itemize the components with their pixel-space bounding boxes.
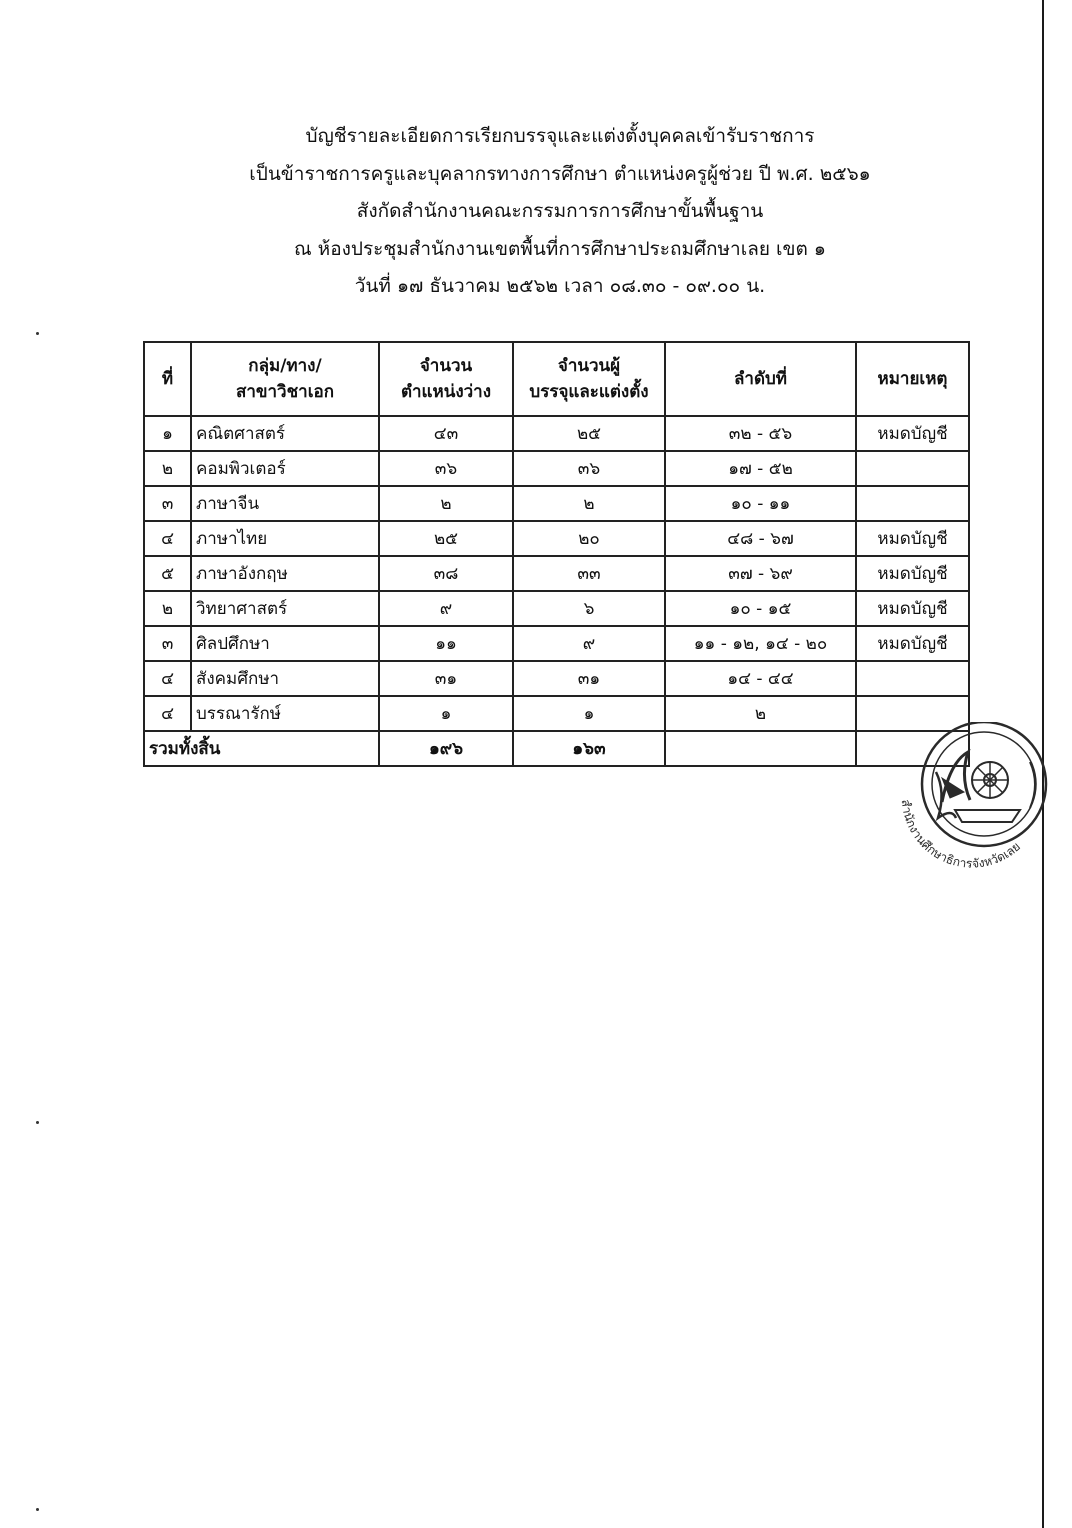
header-subject bbox=[191, 342, 379, 416]
row-ranks: ๑๔ - ๔๔ bbox=[665, 661, 856, 696]
row-appointed: ๒๕ bbox=[513, 416, 665, 451]
row-vacant: ๓๘ bbox=[379, 556, 513, 591]
header-appointed bbox=[513, 342, 665, 416]
header-no: ที่ bbox=[144, 342, 191, 416]
row-number: ๔ bbox=[144, 661, 191, 696]
scan-speck bbox=[36, 1121, 39, 1124]
row-vacant: ๒ bbox=[379, 486, 513, 521]
table-row bbox=[144, 591, 969, 626]
row-ranks: ๑๑ - ๑๒, ๑๔ - ๒๐ bbox=[665, 626, 856, 661]
row-subject: คณิตศาสตร์ bbox=[191, 416, 379, 451]
row-ranks: ๓๒ - ๕๖ bbox=[665, 416, 856, 451]
row-subject: ศิลปศึกษา bbox=[191, 626, 379, 661]
header-subject-line-2: สาขาวิชาเอก bbox=[235, 382, 335, 402]
row-subject: ภาษาไทย bbox=[191, 521, 379, 556]
row-subject: สังคมศึกษา bbox=[191, 661, 379, 696]
header-title-line-3: สังกัดสำนักงานคณะกรรมการการศึกษาขั้นพื้นฐาน bbox=[356, 200, 764, 222]
total-vacant: ๑๙๖ bbox=[379, 731, 513, 766]
header-title-line-1: บัญชีรายละเอียดการเรียกบรรจุและแต่งตั้งบุคคลเข้ารับราชการ bbox=[305, 125, 815, 147]
row-number: ๓ bbox=[144, 486, 191, 521]
appointment-table bbox=[143, 341, 970, 767]
header-title-line-2: เป็นข้าราชการครูและบุคลากรทางการศึกษา ตำแหน่งครูผู้ช่วย ปี พ.ศ. ๒๕๖๑ bbox=[249, 162, 871, 185]
row-appointed: ๓๑ bbox=[513, 661, 665, 696]
header-subject-line-1: กลุ่ม/ทาง/ bbox=[248, 356, 322, 376]
row-number: ๒ bbox=[144, 591, 191, 626]
header-date-line: วันที่ ๑๗ ธันวาคม ๒๕๖๒ เวลา ๐๘.๓๐ - ๐๙.๐๐ น. bbox=[354, 275, 766, 297]
row-subject: ภาษาอังกฤษ bbox=[191, 556, 379, 591]
table-total-row bbox=[144, 731, 969, 766]
row-appointed: ๒๐ bbox=[513, 521, 665, 556]
row-appointed: ๙ bbox=[513, 626, 665, 661]
row-note bbox=[856, 451, 969, 486]
row-ranks: ๑๗ - ๕๒ bbox=[665, 451, 856, 486]
row-number: ๒ bbox=[144, 451, 191, 486]
header-title-line-4: ณ ห้องประชุมสำนักงานเขตพื้นที่การศึกษาประถมศึกษาเลย เขต ๑ bbox=[294, 237, 826, 260]
row-vacant: ๙ bbox=[379, 591, 513, 626]
row-appointed: ๓๓ bbox=[513, 556, 665, 591]
row-ranks: ๓๗ - ๖๙ bbox=[665, 556, 856, 591]
table-row bbox=[144, 696, 969, 731]
table-row bbox=[144, 451, 969, 486]
header-vacant bbox=[379, 342, 513, 416]
row-vacant: ๒๕ bbox=[379, 521, 513, 556]
header-ranks: ลำดับที่ bbox=[665, 342, 856, 416]
row-number: ๕ bbox=[144, 556, 191, 591]
total-appointed: ๑๖๓ bbox=[513, 731, 665, 766]
table-row bbox=[144, 556, 969, 591]
seal-emblem bbox=[922, 722, 1046, 846]
row-note bbox=[856, 486, 969, 521]
row-ranks: ๑๐ - ๑๕ bbox=[665, 591, 856, 626]
row-subject: คอมพิวเตอร์ bbox=[191, 451, 379, 486]
row-note: หมดบัญชี bbox=[856, 626, 969, 661]
row-ranks: ๔๘ - ๖๗ bbox=[665, 521, 856, 556]
table-row bbox=[144, 486, 969, 521]
row-vacant: ๑๑ bbox=[379, 626, 513, 661]
row-vacant: ๓๑ bbox=[379, 661, 513, 696]
table-row bbox=[144, 416, 969, 451]
header-note: หมายเหตุ bbox=[856, 342, 969, 416]
row-appointed: ๖ bbox=[513, 591, 665, 626]
row-appointed: ๑ bbox=[513, 696, 665, 731]
row-vacant: ๔๓ bbox=[379, 416, 513, 451]
row-vacant: ๑ bbox=[379, 696, 513, 731]
row-subject: ภาษาจีน bbox=[191, 486, 379, 521]
row-note bbox=[856, 661, 969, 696]
row-note: หมดบัญชี bbox=[856, 591, 969, 626]
office-seal-stamp bbox=[880, 722, 1060, 882]
row-ranks: ๒ bbox=[665, 696, 856, 731]
row-subject: บรรณารักษ์ bbox=[191, 696, 379, 731]
table-row bbox=[144, 521, 969, 556]
header-vacant-line-1: จำนวน bbox=[419, 356, 473, 376]
scan-speck bbox=[36, 1508, 39, 1511]
table-row bbox=[144, 626, 969, 661]
row-appointed: ๓๖ bbox=[513, 451, 665, 486]
header-vacant-line-2: ตำแหน่งว่าง bbox=[400, 382, 492, 402]
header-appointed-line-1: จำนวนผู้ bbox=[557, 356, 621, 376]
row-ranks: ๑๐ - ๑๑ bbox=[665, 486, 856, 521]
row-appointed: ๒ bbox=[513, 486, 665, 521]
row-number: ๓ bbox=[144, 626, 191, 661]
header-appointed-line-2: บรรจุและแต่งตั้ง bbox=[529, 382, 649, 402]
row-subject: วิทยาศาสตร์ bbox=[191, 591, 379, 626]
row-number: ๔ bbox=[144, 521, 191, 556]
row-note: หมดบัญชี bbox=[856, 556, 969, 591]
table-header-row bbox=[144, 342, 969, 416]
row-note: หมดบัญชี bbox=[856, 521, 969, 556]
total-ranks-empty bbox=[665, 731, 856, 766]
row-vacant: ๓๖ bbox=[379, 451, 513, 486]
seal-caption: สำนักงานศึกษาธิการจังหวัดเลย bbox=[898, 798, 1024, 871]
row-note: หมดบัญชี bbox=[856, 416, 969, 451]
table-row bbox=[144, 661, 969, 696]
row-number: ๑ bbox=[144, 416, 191, 451]
scan-speck bbox=[36, 332, 39, 335]
row-number: ๔ bbox=[144, 696, 191, 731]
document-header bbox=[120, 118, 1000, 306]
total-label: รวมทั้งสิ้น bbox=[144, 731, 379, 766]
